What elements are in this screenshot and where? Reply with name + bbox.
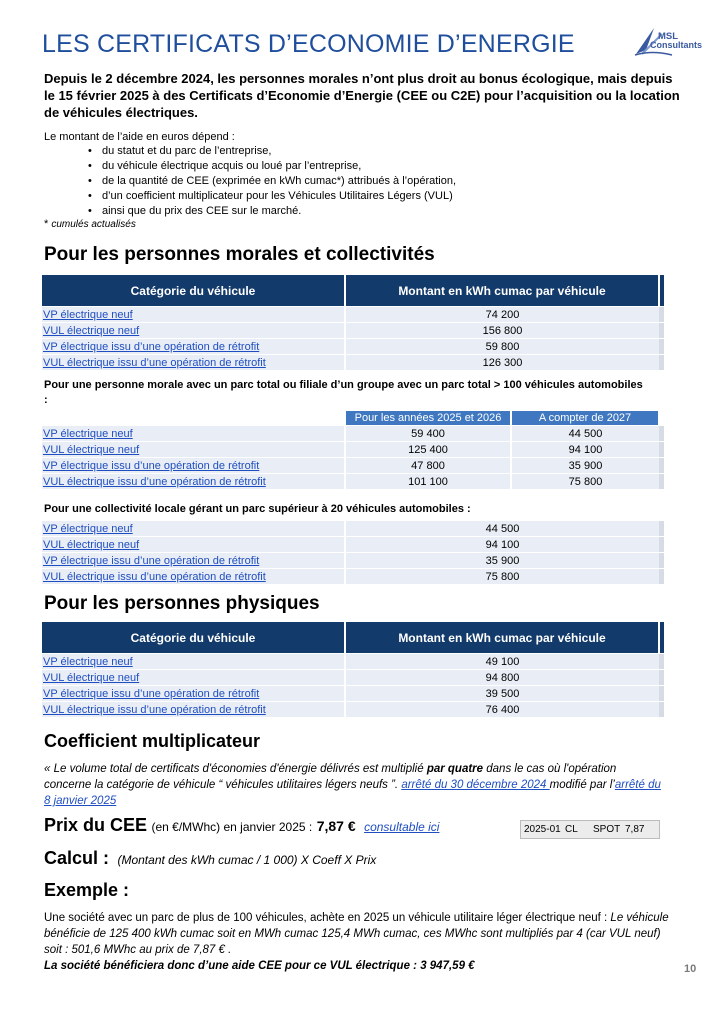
logo-line2: Consultants [650,40,703,50]
spot-period: 2025-01 [524,824,561,835]
category-link[interactable]: VUL électrique issu d’une opération de rétrofit [42,474,345,490]
cell-value: 76 400 [345,702,659,718]
table-row [42,307,664,323]
factors-list [88,144,456,219]
footnote-star: * [44,218,49,230]
spot-value: 7,87 [625,824,645,835]
category-link[interactable]: VP électrique neuf [42,307,345,323]
category-link[interactable]: VUL électrique issu d’une opération de rétrofit [42,569,345,585]
category-link[interactable]: VUL électrique issu d’une opération de rétrofit [42,355,345,371]
category-link[interactable]: VUL électrique neuf [42,670,345,686]
cell-value: 94 100 [345,537,659,553]
category-link[interactable]: VUL électrique neuf [42,323,345,339]
cell-value: 39 500 [345,686,659,702]
table-header-row [42,411,664,426]
table-row [42,569,664,585]
calcul-formula: (Montant des kWh cumac / 1 000) X Coeff X Prix [117,853,377,867]
price-value: 7,87 € [316,818,356,834]
price-unit: (en €/MWhc) en janvier 2025 : [151,820,313,834]
category-link[interactable]: VUL électrique issu d’une opération de rétrofit [42,702,345,718]
coef-part3: modifié par l’ [549,779,615,791]
intro-paragraph [44,70,684,121]
arrete-8-jan-link[interactable]: arrêté du 8 janvier 2025 [44,779,661,807]
section-title-coefficient: Coefficient multiplicateur [44,731,261,751]
cell-value: 156 800 [345,323,659,339]
column-header: Montant en kWh cumac par véhicule [345,275,659,307]
footnote [44,218,136,230]
column-header: Catégorie du véhicule [42,275,345,307]
cell-value: 35 900 [511,458,659,474]
column-header: Pour les années 2025 et 2026 [345,411,511,426]
logo-line1: MSL [658,31,679,42]
depends-intro: Le montant de l’aide en euros dépend : [44,131,235,143]
calcul-line [44,848,376,869]
intro-text: Depuis le 2 décembre 2024, les personnes morales n’ont plus droit au bonus écologique, mais depuis le 15 février 2025 à des Certificats d’Economie d’Energie (CEE ou C2E) pour l’acquisition ou la location de véhicules électriques. [44,71,680,120]
example-result: La société bénéficiera donc d’une aide CEE pour ce VUL électrique : 3 947,59 € [44,960,475,972]
calcul-label: Calcul : [44,848,110,868]
list-item: • du statut et du parc de l’entreprise, [88,144,456,159]
category-link[interactable]: VP électrique issu d’une opération de rétrofit [42,686,345,702]
table-row [42,537,664,553]
coef-part1: « Le volume total de certificats d'économies d'énergie délivrés est multiplié [44,763,427,775]
cell-value: 75 800 [345,569,659,585]
list-item: • ainsi que du prix des CEE sur le marché. [88,204,456,219]
category-link[interactable]: VP électrique issu d’une opération de rétrofit [42,458,345,474]
coef-part2: dans le cas où l'opération concerne la catégorie de véhicule “ véhicules utilitaires légers neufs ”. [44,763,617,791]
table-row [42,654,664,670]
cell-value: 35 900 [345,553,659,569]
arrete-30-dec-link[interactable]: arrêté du 30 décembre 2024 [401,779,550,791]
cell-value: 94 800 [345,670,659,686]
table-moral [42,275,664,371]
cell-value: 74 200 [345,307,659,323]
spot-price-box [520,820,660,839]
cell-value: 101 100 [345,474,511,490]
table-header-row [42,622,664,654]
category-link[interactable]: VP électrique issu d’une opération de rétrofit [42,339,345,355]
table-row [42,458,664,474]
table-row [42,474,664,490]
price-label: Prix du CEE [44,815,148,835]
table-header-row [42,275,664,307]
category-link[interactable]: VP électrique issu d’une opération de rétrofit [42,553,345,569]
table-row [42,323,664,339]
caption-large-fleet: Pour une personne morale avec un parc total ou filiale d’un groupe avec un parc total > 100 véhicules automobiles : [44,379,643,406]
page-title: LES CERTIFICATS D’ECONOMIE D’ENERGIE [42,30,575,58]
category-link[interactable]: VP électrique neuf [42,426,345,442]
table-large-fleet [42,411,664,490]
table-collectivity [42,520,664,585]
section-title-physical: Pour les personnes physiques [44,593,320,614]
example-label: Exemple : [44,880,130,900]
category-link[interactable]: VP électrique neuf [42,654,345,670]
table-row [42,521,664,537]
table-row [42,670,664,686]
column-header: Catégorie du véhicule [42,622,345,654]
cell-value: 75 800 [511,474,659,490]
coef-bold: par quatre [426,763,484,775]
table-row [42,426,664,442]
table-physical [42,622,664,718]
table-row [42,355,664,371]
msl-logo [632,24,703,60]
coefficient-text [44,761,664,809]
page-number: 10 [684,963,697,975]
cell-value: 44 500 [345,521,659,537]
table-row [42,686,664,702]
spot-label: SPOT [593,824,621,835]
cell-value: 126 300 [345,355,659,371]
example-text [44,910,680,974]
cell-value: 59 400 [345,426,511,442]
section-title-moral: Pour les personnes morales et collectivités [44,244,435,265]
cell-value: 49 100 [345,654,659,670]
cell-value: 125 400 [345,442,511,458]
category-link[interactable]: VUL électrique neuf [42,442,345,458]
list-item: • d’un coefficient multiplicateur pour les Véhicules Utilitaires Légers (VUL) [88,189,456,204]
spot-code: CL [565,824,578,835]
cell-value: 59 800 [345,339,659,355]
list-item: • du véhicule électrique acquis ou loué par l’entreprise, [88,159,456,174]
cell-value: 94 100 [511,442,659,458]
cell-value: 44 500 [511,426,659,442]
example-line1: Une société avec un parc de plus de 100 véhicules, achète en 2025 un véhicule utilitaire léger électrique neuf : [44,912,611,924]
price-line [44,815,439,836]
consultable-link[interactable]: consultable ici [364,820,440,834]
caption-collectivity: Pour une collectivité locale gérant un parc supérieur à 20 véhicules automobiles : [44,503,471,515]
category-link[interactable]: VP électrique neuf [42,521,345,537]
cell-value: 47 800 [345,458,511,474]
table-row [42,339,664,355]
table-row [42,702,664,718]
list-item: • de la quantité de CEE (exprimée en kWh cumac*) attribués à l’opération, [88,174,456,189]
example-line2: Le véhicule bénéficie de 125 400 kWh cumac soit en MWh cumac 125,4 MWh cumac, ces MWhc sont multipliés par 4 (car VUL neuf) soit : 501,6 MWhc au prix de 7,87 € . [44,912,669,956]
category-link[interactable]: VUL électrique neuf [42,537,345,553]
table-row [42,442,664,458]
table-row [42,553,664,569]
column-header: Montant en kWh cumac par véhicule [345,622,659,654]
column-header: A compter de 2027 [511,411,659,426]
footnote-text: cumulés actualisés [51,219,136,230]
